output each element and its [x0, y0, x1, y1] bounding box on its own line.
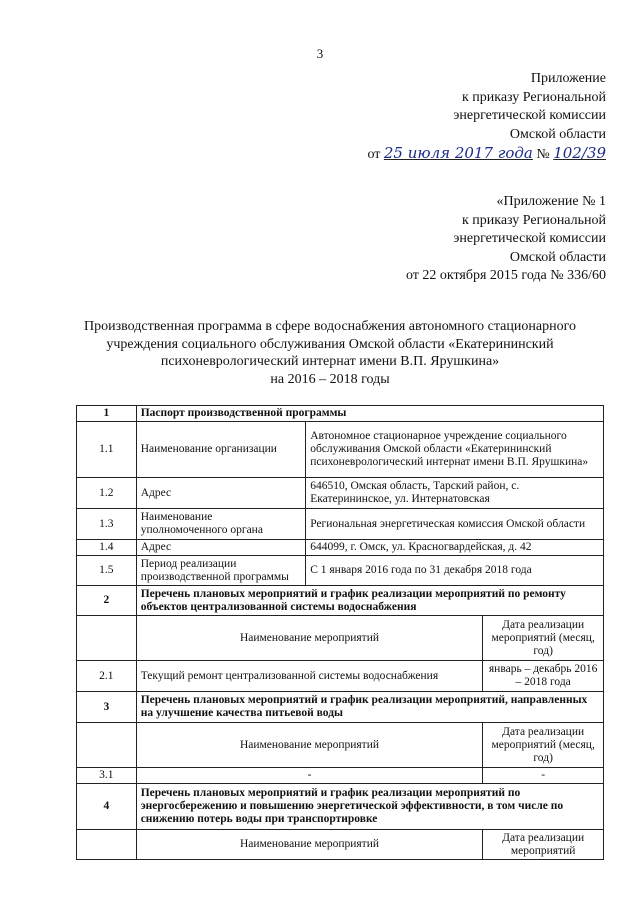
header-date: Дата реализации мероприятий (месяц, год) — [483, 723, 604, 768]
section-number: 3 — [77, 692, 137, 723]
appendix1-line: Омской области — [509, 249, 606, 265]
table-row — [77, 509, 604, 540]
row-label: Адрес — [136, 540, 306, 556]
section-number: 1 — [77, 406, 137, 422]
table-row — [77, 478, 604, 509]
row-date: январь – декабрь 2016 – 2018 года — [483, 661, 604, 692]
row-name: - — [136, 768, 483, 784]
row-number: 1.5 — [77, 556, 137, 586]
table-row — [77, 556, 604, 586]
row-name: Текущий ремонт централизованной системы водоснабжения — [136, 661, 483, 692]
row-label: Наименование организации — [136, 422, 306, 478]
appendix-line: Приложение — [530, 71, 606, 86]
title-line: Производственная программа в сфере водоснабжения автономного стационарного — [84, 319, 576, 334]
appendix1-line: энергетической комиссии — [453, 231, 606, 246]
title-line: на 2016 – 2018 годы — [270, 371, 390, 387]
section-row — [77, 784, 604, 830]
title-line: психоневрологический интернат имени В.П. Ярушкина» — [160, 354, 500, 369]
appendix-line: к приказу Региональной — [461, 89, 606, 105]
row-value: 646510, Омская область, Тарский район, с. Екатерининское, ул. Интернатовская — [306, 478, 604, 509]
table-row — [77, 422, 604, 478]
handwritten-date: 25 июля 2017 года — [383, 144, 533, 162]
row-label: Период реализации производственной программы — [136, 556, 306, 586]
section-row — [77, 406, 604, 422]
section-title: Паспорт производственной программы — [136, 406, 603, 422]
header-name: Наименование мероприятий — [136, 616, 483, 661]
empty-cell — [77, 616, 137, 661]
header-date: Дата реализации мероприятий — [483, 830, 604, 860]
header-name: Наименование мероприятий — [136, 723, 483, 768]
date-prefix: от — [367, 147, 381, 162]
row-number: 3.1 — [77, 768, 137, 784]
row-number: 2.1 — [77, 661, 137, 692]
table-row — [77, 768, 604, 784]
section-title: Перечень плановых мероприятий и график реализации мероприятий по энергосбережению и повышению энергетической эффективности, в том числе по снижению потерь воды при транспортировке — [136, 784, 603, 830]
section-row — [77, 586, 604, 616]
page-number: 3 — [316, 46, 324, 61]
appendix1-line: «Приложение № 1 — [496, 194, 606, 209]
number-prefix: № — [536, 147, 550, 162]
appendix1-line: от 22 октября 2015 года № 336/60 — [405, 268, 606, 283]
handwritten-number: 102/39 — [553, 144, 606, 162]
appendix-line: Омской области — [509, 126, 606, 142]
row-date: - — [483, 768, 604, 784]
header-name: Наименование мероприятий — [136, 830, 483, 860]
section-title: Перечень плановых мероприятий и график реализации мероприятий, направленных на улучшение качества питьевой воды — [136, 692, 603, 723]
section-number: 2 — [77, 586, 137, 616]
header-row — [77, 723, 604, 768]
section-number: 4 — [77, 784, 137, 830]
empty-cell — [77, 830, 137, 860]
row-number: 1.4 — [77, 540, 137, 556]
header-row — [77, 830, 604, 860]
title-line: учреждения социального обслуживания Омской области «Екатерининский — [106, 336, 554, 352]
row-value: Региональная энергетическая комиссия Омской области — [306, 509, 604, 540]
document-title — [40, 318, 620, 388]
header-date: Дата реализации мероприятий (месяц, год) — [483, 616, 604, 661]
row-value: С 1 января 2016 года по 31 декабря 2018 года — [306, 556, 604, 586]
row-number: 1.2 — [77, 478, 137, 509]
row-label: Наименование уполномоченного органа — [136, 509, 306, 540]
appendix1-line: к приказу Региональной — [461, 212, 606, 228]
row-number: 1.3 — [77, 509, 137, 540]
row-value: Автономное стационарное учреждение социального обслуживания Омской области «Екатерининский психоневрологический интернат имени В.П. Ярушкина» — [306, 422, 604, 478]
appendix1-heading — [406, 193, 606, 286]
row-value: 644099, г. Омск, ул. Красногвардейская, д. 42 — [306, 540, 604, 556]
table-row — [77, 540, 604, 556]
section-title: Перечень плановых мероприятий и график реализации мероприятий по ремонту объектов централизованной системы водоснабжения — [136, 586, 603, 616]
section-row — [77, 692, 604, 723]
appendix-line: энергетической комиссии — [453, 108, 606, 123]
appendix-date-line — [367, 144, 606, 165]
table-row — [77, 661, 604, 692]
program-table — [76, 405, 604, 860]
empty-cell — [77, 723, 137, 768]
row-number: 1.1 — [77, 422, 137, 478]
appendix-heading — [367, 70, 606, 165]
header-row — [77, 616, 604, 661]
row-label: Адрес — [136, 478, 306, 509]
